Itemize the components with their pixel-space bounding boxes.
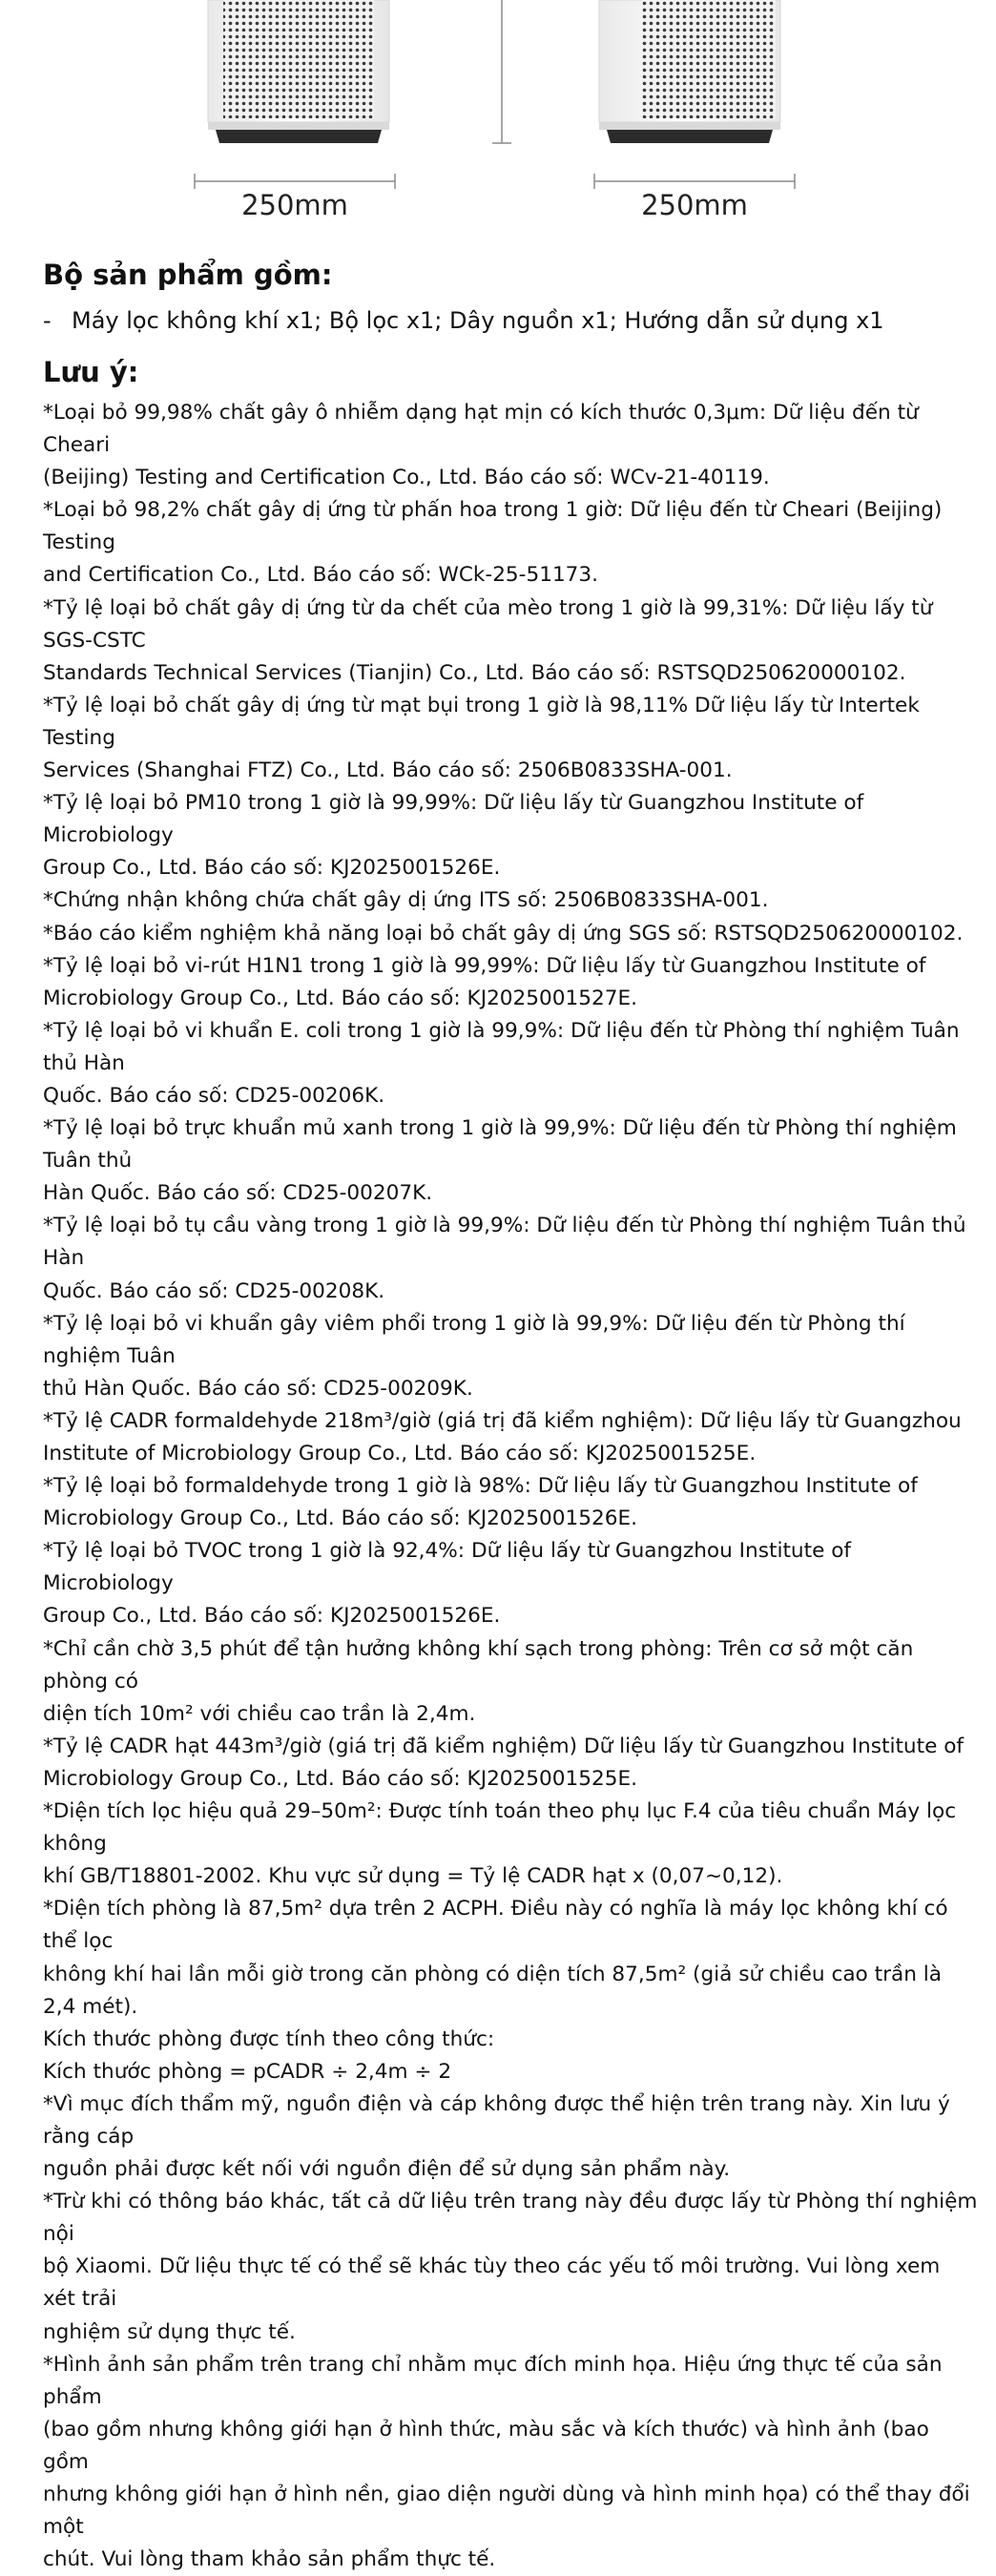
right-width-dimension-line [594,174,795,189]
note-line: Standards Technical Services (Tianjin) Co., Ltd. Báo cáo số: RSTSQD250620000102. [43,660,906,685]
note-line: and Certification Co., Ltd. Báo cáo số: WCk-25-51173. [43,563,599,588]
kit-items-text: Máy lọc không khí x1; Bộ lọc x1; Dây nguồn x1; Hướng dẫn sử dụng x1 [72,307,884,334]
note-line: *Tỷ lệ loại bỏ trực khuẩn mủ xanh trong 1 giờ là 99,9%: Dữ liệu đến từ Phòng thí nghiệm Tuân thủ [43,1116,957,1174]
note-line: Group Co., Ltd. Báo cáo số: KJ2025001526E. [43,856,501,881]
product-dimension-illustration [0,0,996,239]
note-line: (bao gồm nhưng không giới hạn ở hình thức, màu sắc và kích thước) và hình ảnh (bao gồm [43,2417,929,2474]
note-line: *Tỷ lệ loại bỏ formaldehyde trong 1 giờ là 98%: Dữ liệu lấy từ Guangzhou Institute of [43,1474,918,1499]
note-line: *Loại bỏ 98,2% chất gây dị ứng từ phấn hoa trong 1 giờ: Dữ liệu đến từ Cheari (Beijing) Testing [43,498,943,555]
height-dimension-line [492,0,511,143]
note-line: thủ Hàn Quốc. Báo cáo số: CD25-00209K. [43,1376,473,1401]
note-line: Quốc. Báo cáo số: CD25-00206K. [43,1083,385,1108]
note-line: *Diện tích lọc hiệu quả 29–50m²: Được tính toán theo phụ lục F.4 của tiêu chuẩn Máy lọc không [43,1799,957,1857]
note-line: bộ Xiaomi. Dữ liệu thực tế có thể sẽ khác tùy theo các yếu tố môi trường. Vui lòng xem xét trải [43,2254,941,2312]
note-line: *Tỷ lệ loại bỏ vi khuẩn E. coli trong 1 giờ là 99,9%: Dữ liệu đến từ Phòng thí nghiệm Tuân thủ Hàn [43,1018,960,1075]
note-line: Kích thước phòng = pCADR ÷ 2,4m ÷ 2 [43,2059,452,2084]
note-line: *Trừ khi có thông báo khác, tất cả dữ liệu trên trang này đều được lấy từ Phòng thí nghiệm nội [43,2190,978,2247]
note-line: *Diện tích phòng là 87,5m² dựa trên 2 ACPH. Điều này có nghĩa là máy lọc không khí có thể lọc [43,1897,948,1954]
note-line: *Tỷ lệ CADR formaldehyde 218m³/giờ (giá trị đã kiểm nghiệm): Dữ liệu lấy từ Guangzhou [43,1408,962,1433]
kit-bullet-dash: - [43,307,52,334]
note-line: *Báo cáo kiểm nghiệm khả năng loại bỏ chất gây dị ứng SGS số: RSTSQD250620000102. [43,921,964,945]
note-line: *Tỷ lệ loại bỏ TVOC trong 1 giờ là 92,4%: Dữ liệu lấy từ Guangzhou Institute of Microbiology [43,1539,852,1596]
right-purifier [599,0,780,143]
left-purifier [208,0,389,143]
note-line: nhưng không giới hạn ở hình nền, giao diện người dùng và hình minh họa) có thể thay đổi một [43,2483,970,2540]
note-line: *Tỷ lệ loại bỏ vi khuẩn gây viêm phổi trong 1 giờ là 99,9%: Dữ liệu đến từ Phòng thí nghiệm Tuân [43,1311,905,1368]
note-line: *Vì mục đích thẩm mỹ, nguồn điện và cáp không được thể hiện trên trang này. Xin lưu ý rằng cáp [43,2091,950,2149]
note-line: Microbiology Group Co., Ltd. Báo cáo số: KJ2025001525E. [43,1766,637,1791]
note-line: *Chỉ cần chờ 3,5 phút để tận hưởng không khí sạch trong phòng: Trên cơ sở một căn phòng có [43,1636,914,1693]
note-line: Kích thước phòng được tính theo công thức: [43,2026,495,2051]
note-line: diện tích 10m² với chiều cao trần là 2,4m. [43,1701,476,1726]
note-line: Hàn Quốc. Báo cáo số: CD25-00207K. [43,1181,433,1206]
note-line: *Tỷ lệ loại bỏ chất gây dị ứng từ da chết của mèo trong 1 giờ là 99,31%: Dữ liệu lấy từ SGS-CSTC [43,595,933,653]
air-purifier-illustration [0,0,996,239]
note-line: *Tỷ lệ loại bỏ vi-rút H1N1 trong 1 giờ là 99,99%: Dữ liệu lấy từ Guangzhou Institute of [43,953,926,978]
note-line: nghiệm sử dụng thực tế. [43,2319,296,2344]
note-line: khí GB/T18801-2002. Khu vực sử dụng = Tỷ lệ CADR hạt x (0,07~0,12). [43,1864,783,1889]
note-line: *Loại bỏ 99,98% chất gây ô nhiễm dạng hạt mịn có kích thước 0,3μm: Dữ liệu đến từ Cheari [43,401,919,458]
note-line: Quốc. Báo cáo số: CD25-00208K. [43,1278,385,1303]
note-line: *Tỷ lệ loại bỏ PM10 trong 1 giờ là 99,99%: Dữ liệu lấy từ Guangzhou Institute of Microbiology [43,791,864,848]
kit-title: Bộ sản phẩm gồm: [43,259,333,291]
left-width-dimension-line [195,174,395,189]
note-line: Microbiology Group Co., Ltd. Báo cáo số: KJ2025001526E. [43,1506,637,1531]
note-line: *Tỷ lệ loại bỏ tụ cầu vàng trong 1 giờ là 99,9%: Dữ liệu đến từ Phòng thí nghiệm Tuân thủ Hàn [43,1214,966,1271]
note-line: Institute of Microbiology Group Co., Ltd. Báo cáo số: KJ2025001525E. [43,1442,757,1465]
right-width-label: 250mm [641,189,748,221]
note-line: chút. Vui lòng tham khảo sản phẩm thực tế. [43,2547,496,2572]
notes-title: Lưu ý: [43,356,139,388]
note-line: *Chứng nhận không chứa chất gây dị ứng ITS số: 2506B0833SHA-001. [43,888,769,913]
note-line: *Tỷ lệ loại bỏ chất gây dị ứng từ mạt bụi trong 1 giờ là 98,11% Dữ liệu lấy từ Intertek Testing [43,693,920,750]
note-line: Services (Shanghai FTZ) Co., Ltd. Báo cáo số: 2506B0833SHA-001. [43,758,733,783]
product-info [43,254,978,2576]
note-line: không khí hai lần mỗi giờ trong căn phòng có diện tích 87,5m² (giả sử chiều cao trần là 2,4 mét). [43,1962,942,2019]
notes-list [43,397,978,2576]
note-line: nguồn phải được kết nối với nguồn điện để sử dụng sản phẩm này. [43,2157,731,2182]
left-width-label: 250mm [241,189,348,221]
note-line: Microbiology Group Co., Ltd. Báo cáo số: KJ2025001527E. [43,986,637,1010]
note-line: (Beijing) Testing and Certification Co., Ltd. Báo cáo số: WCv-21-40119. [43,466,770,490]
note-line: Group Co., Ltd. Báo cáo số: KJ2025001526E. [43,1604,501,1629]
kit-contents [43,301,978,340]
note-line: *Tỷ lệ CADR hạt 443m³/giờ (giá trị đã kiểm nghiệm) Dữ liệu lấy từ Guangzhou Institute of [43,1734,965,1758]
note-line: *Hình ảnh sản phẩm trên trang chỉ nhằm mục đích minh họa. Hiệu ứng thực tế của sản phẩm [43,2352,943,2409]
